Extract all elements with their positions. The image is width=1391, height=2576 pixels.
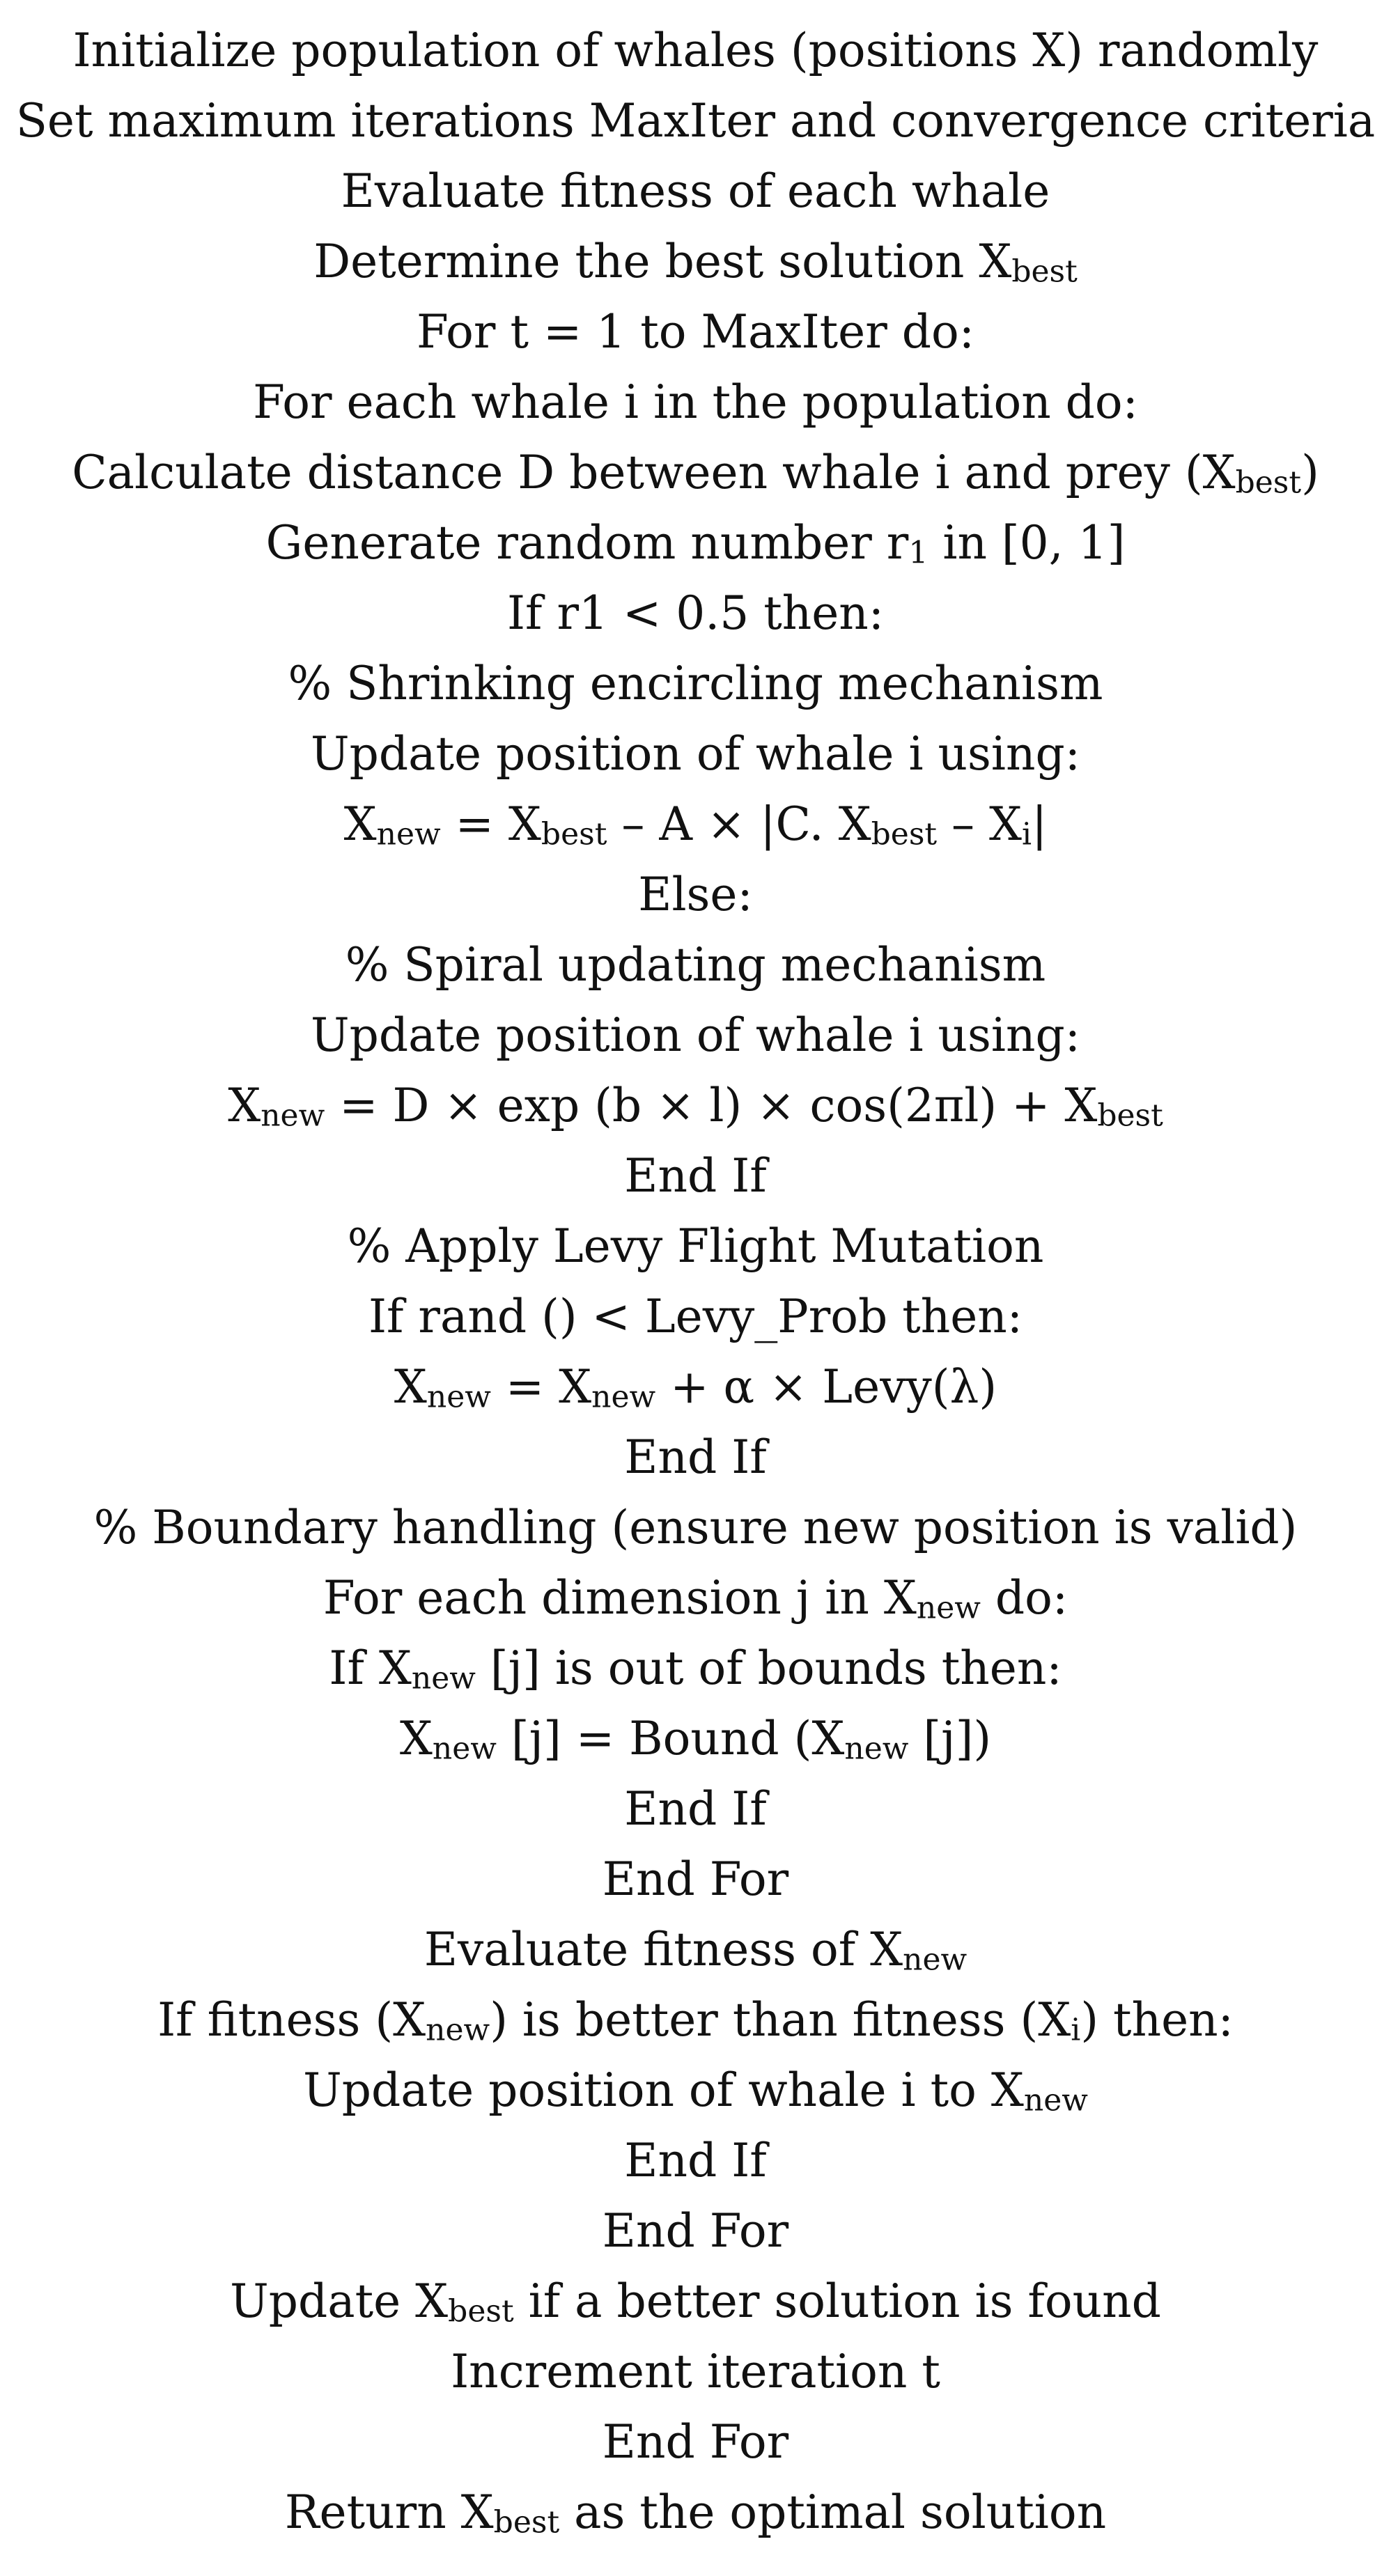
line-text: – X: [937, 797, 1023, 851]
subscript-text: 1: [908, 535, 928, 571]
line-text: End If: [624, 1782, 767, 1836]
line-text: For t = 1 to MaxIter do:: [417, 305, 974, 359]
line-text: End If: [624, 1430, 767, 1484]
pseudocode-line: [72, 437, 1319, 508]
line-text: Evaluate fitness of X: [423, 1923, 903, 1976]
line-text: End For: [602, 2415, 789, 2469]
pseudocode-line: [603, 2407, 788, 2477]
line-text: Determine the best solution X: [313, 235, 1012, 288]
pseudocode-line: [311, 1000, 1080, 1070]
subscript-text: new: [261, 1098, 325, 1134]
line-text: + α × Levy(λ): [655, 1360, 997, 1414]
pseudocode-line: [624, 1422, 766, 1492]
subscript-text: new: [591, 1379, 656, 1415]
subscript-text: best: [541, 816, 607, 852]
pseudocode-line: [16, 86, 1376, 156]
pseudocode-line: [424, 1914, 967, 1985]
line-text: For each dimension j in X: [323, 1571, 917, 1625]
subscript-text: best: [1011, 253, 1078, 290]
pseudocode-line: [341, 156, 1050, 226]
subscript-text: i: [1071, 2012, 1081, 2048]
pseudocode-line: [157, 1985, 1234, 2055]
pseudocode-line: [394, 1352, 997, 1422]
line-text: ): [1301, 446, 1319, 499]
subscript-text: new: [376, 816, 441, 852]
subscript-text: new: [1023, 2082, 1088, 2118]
line-text: as the optimal solution: [559, 2485, 1107, 2539]
pseudocode-line: [345, 930, 1046, 1000]
pseudocode-line: [311, 719, 1080, 789]
line-text: [j] = Bound (X: [496, 1712, 845, 1765]
subscript-text: best: [1097, 1098, 1163, 1134]
pseudocode-line: [638, 859, 752, 930]
line-text: Else:: [638, 868, 753, 921]
pseudocode-line: [344, 789, 1048, 859]
pseudocode-line: [329, 1633, 1062, 1703]
line-text: in [0, 1]: [928, 516, 1126, 570]
line-text: Increment iteration t: [451, 2345, 940, 2398]
line-text: X: [394, 1360, 427, 1414]
line-text: = X: [440, 797, 541, 851]
pseudocode-line: [230, 2266, 1161, 2336]
pseudocode-line: [266, 508, 1126, 578]
subscript-text: new: [432, 1731, 497, 1767]
subscript-text: new: [903, 1942, 968, 1978]
pseudocode-line: [285, 2477, 1106, 2547]
pseudocode-line: [94, 1492, 1298, 1563]
pseudocode-line: [313, 226, 1078, 297]
subscript-text: best: [493, 2504, 560, 2540]
line-text: If fitness (X: [157, 1993, 426, 2047]
pseudocode-line: [507, 578, 884, 648]
subscript-text: i: [1022, 816, 1032, 852]
subscript-text: new: [844, 1731, 909, 1767]
pseudocode-line: [400, 1703, 991, 1774]
pseudocode-line: [303, 2055, 1088, 2125]
pseudocode-line: [451, 2336, 940, 2407]
subscript-text: new: [426, 1379, 491, 1415]
line-text: End If: [624, 2134, 767, 2187]
pseudocode-line: [624, 1141, 766, 1211]
line-text: If rand () < Levy_Prob then:: [368, 1290, 1023, 1343]
pseudocode-line: [417, 297, 974, 367]
line-text: End If: [624, 1149, 767, 1203]
line-text: ) is better than fitness (X: [490, 1993, 1071, 2047]
line-text: If X: [329, 1641, 412, 1695]
line-text: Initialize population of whales (positions X) randomly: [72, 24, 1319, 77]
pseudocode-line: [368, 1281, 1023, 1352]
line-text: Set maximum iterations MaxIter and convergence criteria: [15, 94, 1376, 148]
line-text: Return X: [284, 2485, 494, 2539]
pseudocode-line: [603, 1844, 788, 1914]
pseudocode-line: [323, 1563, 1068, 1633]
line-text: X: [399, 1712, 433, 1765]
subscript-text: new: [411, 1660, 476, 1696]
line-text: |: [1032, 797, 1048, 851]
pseudocode-line: [253, 367, 1138, 437]
line-text: End For: [602, 1852, 789, 1906]
line-text: ) then:: [1080, 1993, 1234, 2047]
line-text: % Apply Levy Flight Mutation: [347, 1219, 1044, 1273]
subscript-text: best: [1235, 465, 1302, 501]
line-text: Update X: [230, 2274, 449, 2328]
line-text: X: [228, 1079, 261, 1132]
line-text: = X: [490, 1360, 592, 1414]
line-text: For each whale i in the population do:: [253, 375, 1138, 429]
pseudocode-line: [603, 2196, 788, 2266]
line-text: Update position of whale i to X: [303, 2063, 1024, 2117]
line-text: [j] is out of bounds then:: [475, 1641, 1062, 1695]
subscript-text: best: [448, 2293, 514, 2329]
line-text: if a better solution is found: [513, 2274, 1161, 2328]
pseudocode-line: [624, 1774, 766, 1844]
pseudocode-line: [73, 15, 1319, 86]
line-text: do:: [980, 1571, 1068, 1625]
line-text: End For: [602, 2204, 789, 2258]
line-text: Calculate distance D between whale i and prey (X: [72, 446, 1236, 499]
pseudocode-line: [348, 1211, 1044, 1281]
line-text: % Boundary handling (ensure new position is valid): [93, 1501, 1298, 1554]
line-text: Generate random number r: [265, 516, 909, 570]
line-text: Update position of whale i using:: [310, 727, 1081, 781]
pseudocode-line: [624, 2125, 766, 2196]
line-text: If r1 < 0.5 then:: [506, 586, 885, 640]
pseudocode-line: [228, 1070, 1163, 1141]
subscript-text: new: [916, 1590, 981, 1626]
line-text: = D × exp (b × l) × cos(2πl) + X: [325, 1079, 1098, 1132]
line-text: % Spiral updating mechanism: [345, 938, 1046, 992]
line-text: % Shrinking encircling mechanism: [288, 657, 1103, 710]
line-text: X: [343, 797, 377, 851]
pseudocode-line: [288, 648, 1103, 719]
line-text: Update position of whale i using:: [310, 1008, 1081, 1062]
line-text: [j]): [908, 1712, 992, 1765]
line-text: – A × |C. X: [607, 797, 871, 851]
line-text: Evaluate fitness of each whale: [341, 164, 1050, 218]
subscript-text: best: [871, 816, 938, 852]
subscript-text: new: [426, 2012, 490, 2048]
